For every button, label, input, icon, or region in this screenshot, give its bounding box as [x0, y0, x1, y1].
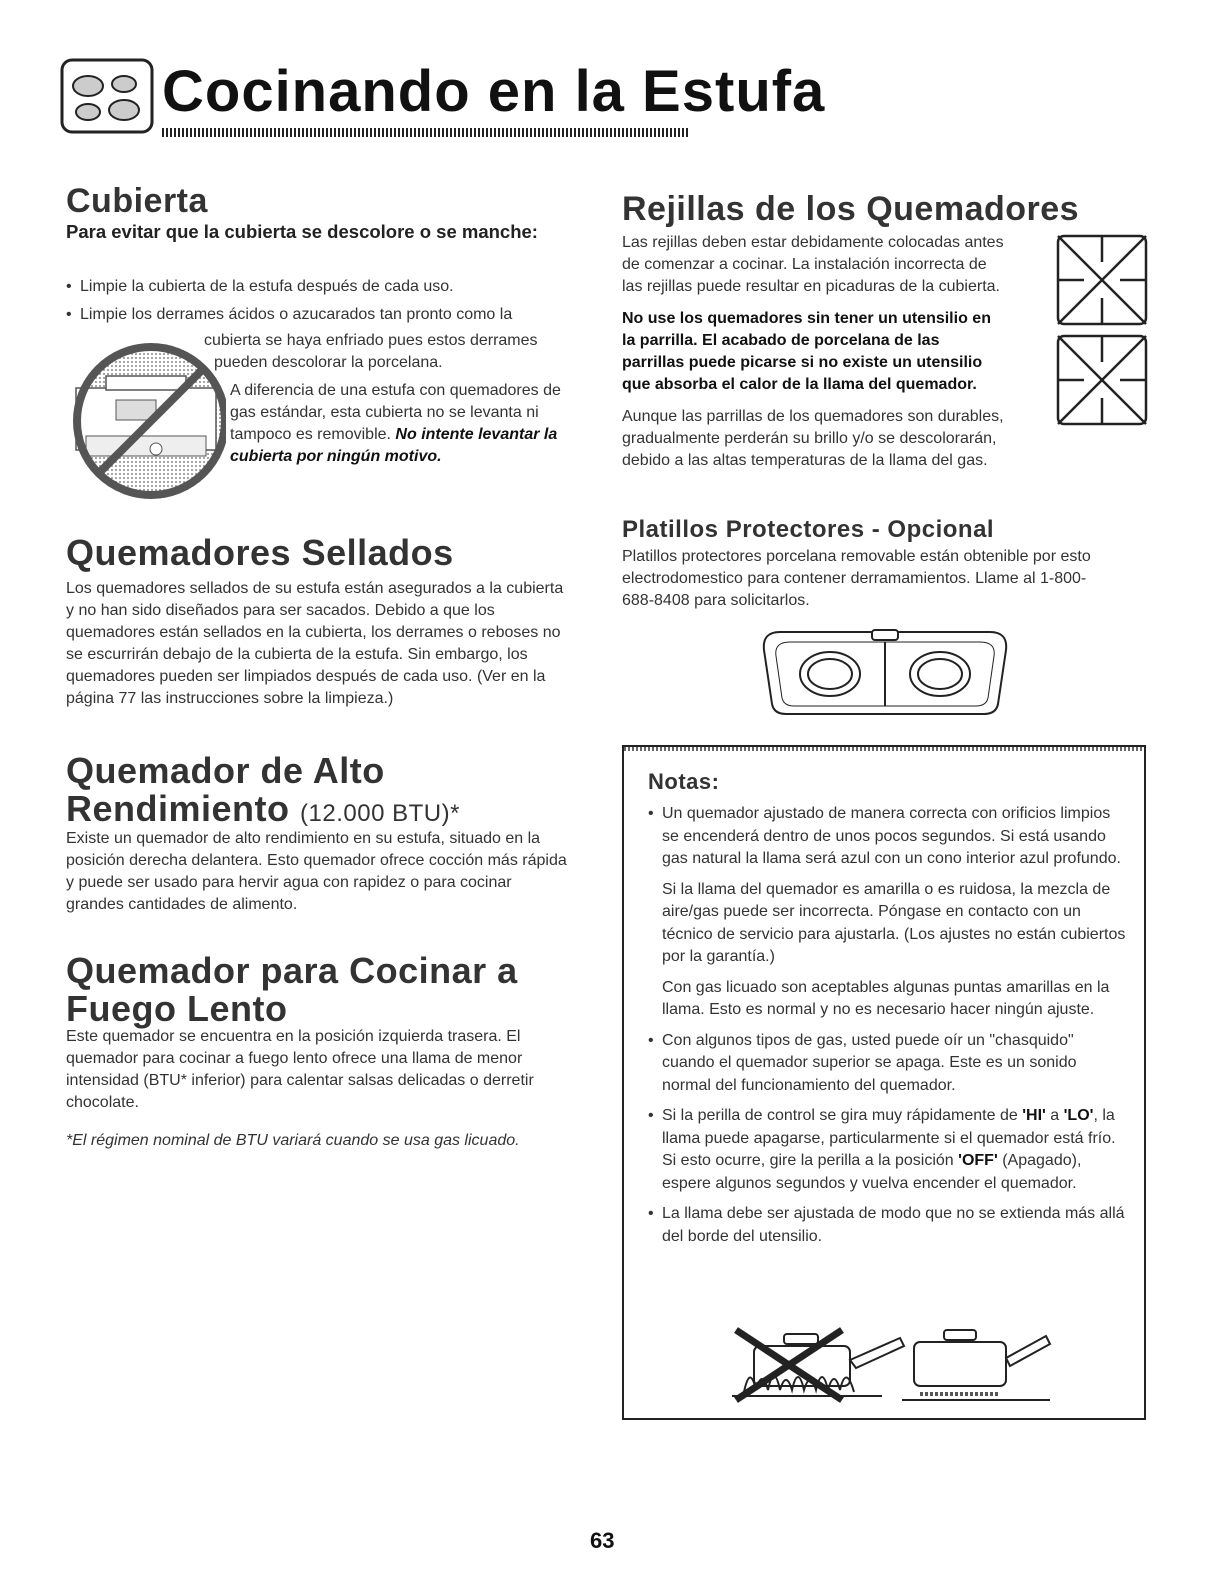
alto-heading: Quemador de Alto Rendimiento (12.000 BTU)* [66, 750, 460, 829]
notes-box [622, 745, 1146, 1420]
page-number: 63 [590, 1528, 615, 1553]
btu-footnote: *El régimen nominal de BTU variará cuando se usa gas licuado. [66, 1132, 520, 1149]
no-lift-cooktop-illustration [66, 336, 226, 506]
flame-height-illustration [732, 1324, 1052, 1406]
rejillas-heading: Rejillas de los Quemadores [622, 190, 1080, 228]
rejillas-warning: No use los quemadores sin tener un utensilio en la parrilla. El acabado de porcelana de las parrillas puede picarse si no existe un utensilio que absorba el calor de la llama del quemador. [622, 310, 991, 393]
cubierta-bullet2-cont-2: pueden descolorar la porcelana. [214, 354, 443, 371]
cubierta-text [66, 276, 586, 326]
alto-body: Existe un quemador de alto rendimiento en su estufa, situado en la posición derecha delantera. Esto quemador ofrece cocción más rápida y puede ser usado para hervir agua con rapidez o para cocinar grandes cantidades de alimento. [66, 830, 567, 913]
sellados-body: Los quemadores sellados de su estufa están asegurados a la cubierta y no han sido diseñados para ser sacados. Debido a que los quemadores están sellados en la cubierta, los derrames o reboses no se escurrirán debajo de la cubierta de la estufa. Sin embargo, los quemadores pueden ser limpiados después de cada uso. (Ver en la página 77 las instrucciones sobre la limpieza.) [66, 580, 564, 707]
cooktop-icon [60, 58, 154, 134]
list-item: • Un quemador ajustado de manera correcta con orificios limpios se encenderá dentro de unos pocos segundos. Si está usando gas natural la llama será azul con un cono interior azul profundo. Si la llama del quemador es amarilla o es ruidosa, la mezcla de aire/gas puede ser incorrecta. Póngase en contacto con un técnico de servicio para ajustarla. (Los ajustes no están cubiertos por la garantía.) Con gas licuado son aceptables algunas puntas amarillas en la llama. Esto es normal y no es necesario hacer ningún ajuste. [648, 803, 1128, 1022]
rejillas-para2: Aunque las parrillas de los quemadores son durables, gradualmente perderán su brillo y/o se descolorarán, debido a las altas temperaturas de la llama del gas. [622, 408, 1004, 469]
list-item: • Con algunos tipos de gas, usted puede oír un "chasquido" cuando el quemador superior se apaga. Este es un sonido normal del funcionamiento del quemador. [648, 1030, 1128, 1098]
notes-heading: Notas: [648, 769, 720, 794]
list-item: • Limpie la cubierta de la estufa después de cada uso. [66, 276, 586, 298]
rejillas-para1: Las rejillas deben estar debidamente colocadas antes de comenzar a cocinar. La instalación incorrecta de las rejillas puede resultar en picaduras de la cubierta. [622, 234, 1004, 295]
page-title: Cocinando en la Estufa [162, 59, 826, 124]
cubierta-subheading: Para evitar que la cubierta se descolore o se manche: [66, 221, 538, 242]
list-item: • Limpie los derrames ácidos o azucarados tan pronto como la [66, 304, 586, 326]
burner-grate-illustration [1054, 232, 1150, 428]
cubierta-heading: Cubierta [66, 182, 208, 220]
cubierta-bullet2-cont-1: cubierta se haya enfriado pues estos derrames [204, 332, 538, 349]
list-item: • La llama debe ser ajustada de modo que no se extienda más allá del borde del utensilio. [648, 1203, 1128, 1248]
cubierta-paragraph: A diferencia de una estufa con quemadores de gas estándar, esta cubierta no se levanta ni tampoco es removible. No intente levantar la cubierta por ningún motivo. [230, 382, 561, 465]
banner-rule [162, 128, 690, 137]
notes-list [648, 803, 1128, 1248]
list-item: • Si la perilla de control se gira muy rápidamente de 'HI' a 'LO', la llama puede apagarse, particularmente si el quemador está frío. Si esto ocurre, gire la perilla a la posición 'OFF' (Apagado), espere algunos segundos y vuelva encender el quemador. [648, 1105, 1128, 1195]
platillos-heading: Platillos Protectores - Opcional [622, 516, 995, 543]
drip-pan-illustration [760, 624, 1010, 720]
lento-heading: Quemador para Cocinar a Fuego Lento [66, 950, 518, 1029]
lento-body: Este quemador se encuentra en la posición izquierda trasera. El quemador para cocinar a fuego lento ofrece una llama de menor intensidad (BTU* inferior) para calentar salsas delicadas o derretir chocolate. [66, 1028, 534, 1111]
sellados-heading: Quemadores Sellados [66, 532, 454, 573]
page-banner [60, 52, 826, 144]
platillos-body: Platillos protectores porcelana removable están obtenible por esto electrodomestico para contener derramamientos. Llame al 1-800-688-8408 para solicitarlos. [622, 548, 1091, 609]
